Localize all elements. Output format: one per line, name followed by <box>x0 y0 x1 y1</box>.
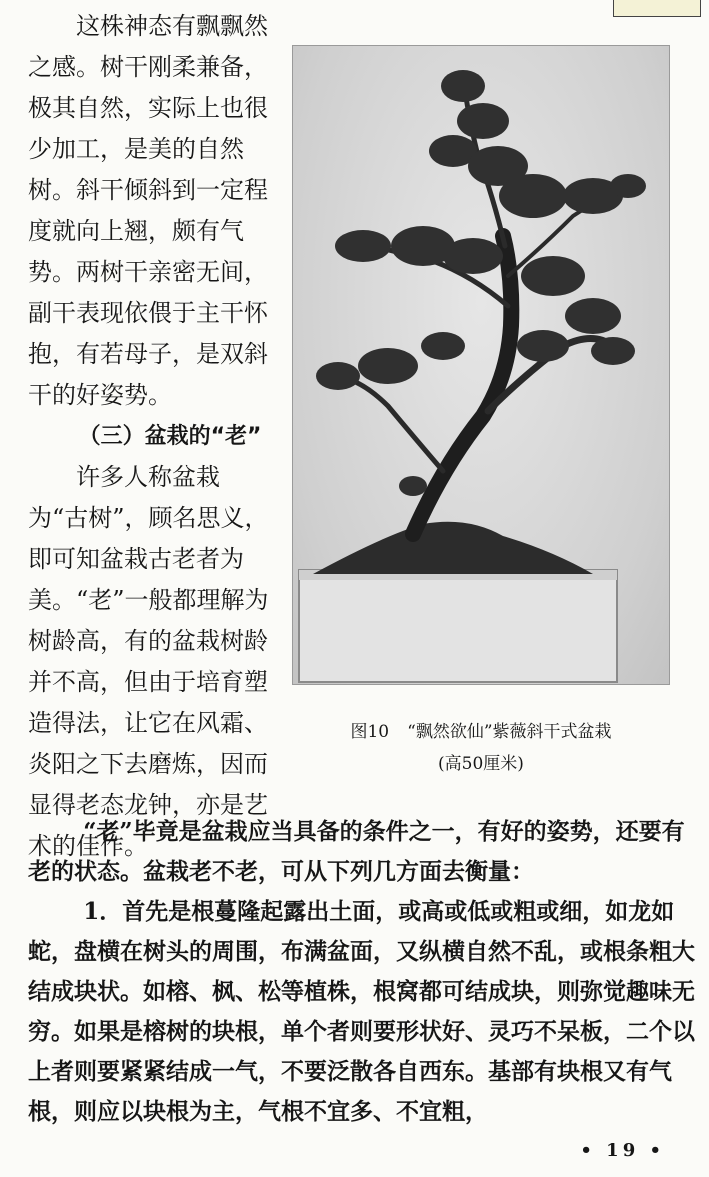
bonsai-photo <box>292 45 670 685</box>
figure-caption <box>292 716 670 780</box>
column-paragraph-2: 许多人称盆栽为“古树”，顾名思义，即可知盆栽古老者为美。“老”一般都理解为树龄高，有的盆栽树龄并不高，但由于培育塑造得法，让它在风霜、炎阳之下去磨炼，因而显得老态龙钟，亦是艺术的佳作。 <box>28 463 269 860</box>
corner-tab <box>613 0 701 17</box>
body-paragraph-2: 1．首先是根蔓隆起露出土面，或高或低或粗或细，如龙如蛇，盘横在树头的周围，布满盆面，又纵横自然不乱，或根条粗大结成块状。如榕、枫、松等植株，根窝都可结成块，则弥觉趣味无穷。如果是榕树的块根，单个者则要形状好、灵巧不呆板，二个以上者则要紧紧结成一气，不要泛散各自西东。基部有块根又有气根，则应以块根为主，气根不宜多、不宜粗， <box>28 898 695 1125</box>
main-text <box>28 812 698 1132</box>
figure-size: (高50厘米) <box>438 754 524 774</box>
figure-title: “飘然欲仙”紫薇斜干式盆栽 <box>407 722 612 742</box>
section-heading: （三）盆栽的“老” <box>78 424 262 449</box>
body-paragraph-1: “老”毕竟是盆栽应当具备的条件之一，有好的姿势，还要有老的状态。盆栽老不老，可从下列几方面去衡量： <box>28 818 685 885</box>
left-text-column <box>28 6 278 867</box>
page-number: • 19 • <box>580 1140 665 1161</box>
column-paragraph-1: 这株神态有飘飘然之感。树干刚柔兼备，极其自然，实际上也很少加工，是美的自然树。斜干倾斜到一定程度就向上翘，颇有气势。两树干亲密无间，副干表现依偎于主干怀抱，有若母子，是双斜干的好姿势。 <box>28 12 268 409</box>
figure-label: 图10 <box>350 722 390 742</box>
